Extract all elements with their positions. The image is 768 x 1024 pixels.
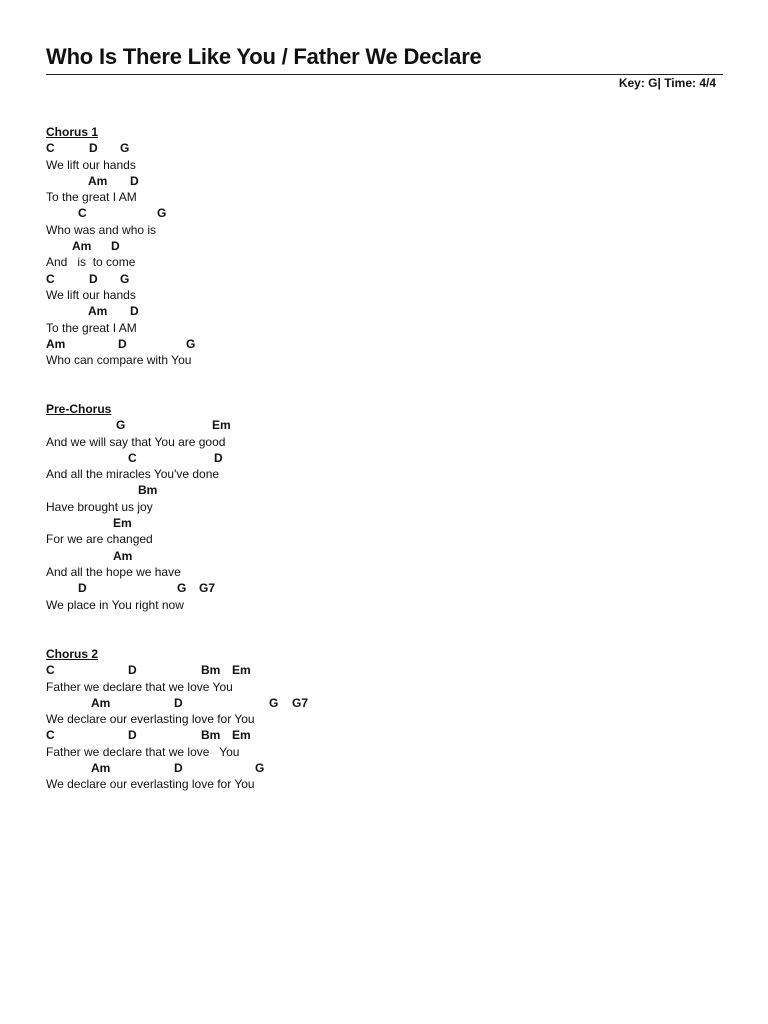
lyric-line: And we will say that You are good <box>46 434 226 449</box>
chord-line <box>46 727 446 743</box>
chord: Am <box>91 761 111 776</box>
chord: G <box>157 206 167 221</box>
chord: G <box>255 761 265 776</box>
title-divider <box>46 74 723 75</box>
lyric-line: Who was and who is <box>46 222 157 237</box>
lyric-line: Father we declare that we love You <box>46 744 240 759</box>
chord: Em <box>212 418 231 433</box>
chord-line <box>46 303 446 319</box>
chord-line <box>46 482 446 498</box>
chord: C <box>78 206 87 221</box>
chord-line <box>46 271 446 287</box>
chord: G <box>269 695 279 710</box>
lyric-line: We lift our hands <box>46 157 136 172</box>
key-time-info: Key: G| Time: 4/4 <box>618 76 716 90</box>
chord: Am <box>46 336 66 351</box>
chord-line <box>46 238 446 254</box>
lyric-line: Have brought us joy <box>46 499 153 514</box>
page-title: Who Is There Like You / Father We Declare <box>46 44 482 69</box>
lyric-line: We place in You right now <box>46 597 184 612</box>
chord: G7 <box>292 695 309 710</box>
lyric-line: To the great I AM <box>46 190 137 205</box>
chord: Am <box>88 304 108 319</box>
chord: G <box>177 581 187 596</box>
chord: Am <box>91 695 111 710</box>
chord: G <box>120 271 130 286</box>
lyric-line: We declare our everlasting love for You <box>46 712 255 727</box>
chord-line <box>46 450 446 466</box>
chord-line <box>46 580 446 596</box>
chord: D <box>89 141 98 156</box>
chord: Bm <box>201 728 221 743</box>
chord: D <box>118 336 127 351</box>
lyric-line: Father we declare that we love You <box>46 679 233 694</box>
chord-line <box>46 336 446 352</box>
chord-line <box>46 140 446 156</box>
chord: D <box>128 663 137 678</box>
chord: Am <box>113 548 133 563</box>
lyric-line: For we are changed <box>46 532 153 547</box>
chord: D <box>130 173 139 188</box>
chord: C <box>128 450 137 465</box>
chord-line <box>46 662 446 678</box>
lyric-line: We lift our hands <box>46 287 136 302</box>
lyric-line: To the great I AM <box>46 320 137 335</box>
chord: D <box>111 239 120 254</box>
chord: Em <box>113 516 132 531</box>
lyric-line: And all the miracles You've done <box>46 467 220 482</box>
chord: D <box>130 304 139 319</box>
chord: G7 <box>199 581 216 596</box>
chord: Bm <box>201 663 221 678</box>
chord: G <box>116 418 126 433</box>
lyric-line: And is to come <box>46 255 136 270</box>
section-title: Pre-Chorus <box>46 402 112 416</box>
chord-line <box>46 760 446 776</box>
chord: Am <box>72 239 92 254</box>
chord: D <box>128 728 137 743</box>
chord: D <box>89 271 98 286</box>
section-chorus-1 <box>46 124 446 368</box>
chord-line <box>46 417 446 433</box>
chord: Am <box>88 173 108 188</box>
chord: Em <box>232 728 251 743</box>
lyric-line: And all the hope we have <box>46 564 181 579</box>
chord: D <box>174 761 183 776</box>
chord: C <box>46 271 55 286</box>
lyric-line: Who can compare with You <box>46 353 192 368</box>
section-title: Chorus 1 <box>46 125 99 139</box>
chord: C <box>46 663 55 678</box>
chord: Em <box>232 663 251 678</box>
chord-line <box>46 173 446 189</box>
lyric-line: We declare our everlasting love for You <box>46 777 255 792</box>
chord-line <box>46 695 446 711</box>
chord: G <box>120 141 130 156</box>
chord: D <box>174 695 183 710</box>
section-title: Chorus 2 <box>46 647 99 661</box>
section-pre-chorus <box>46 401 446 613</box>
chord-line <box>46 205 446 221</box>
chord-line <box>46 515 446 531</box>
section-chorus-2 <box>46 646 446 793</box>
chord: C <box>46 141 55 156</box>
chord: G <box>186 336 196 351</box>
chord: D <box>78 581 87 596</box>
chord: Bm <box>138 483 158 498</box>
chord: D <box>214 450 223 465</box>
chord: C <box>46 728 55 743</box>
chord-line <box>46 548 446 564</box>
